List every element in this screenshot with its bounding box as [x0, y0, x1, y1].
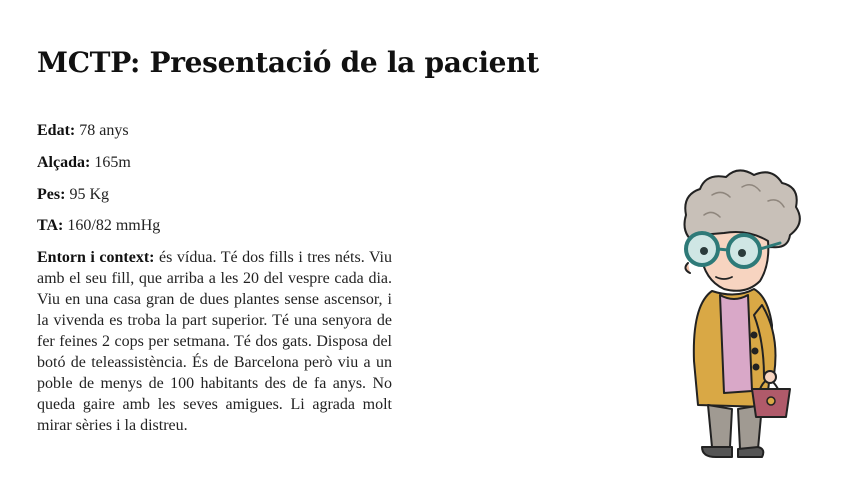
field-weight — [37, 185, 109, 205]
field-height-label: Alçada: — [37, 154, 91, 171]
field-weight-label: Pes: — [37, 186, 66, 203]
context-label: Entorn i context: — [37, 249, 155, 266]
elderly-woman-cartoon-icon — [668, 165, 803, 460]
field-height — [37, 153, 131, 173]
field-blood-pressure-value: 160/82 mmHg — [63, 217, 161, 234]
context-text: és vídua. Té dos fills i tres néts. Viu amb el seu fill, que arriba a les 20 del vespre cada dia. Viu en una casa gran de dues plantes sense ascensor, i la vivenda es troba la part superior. Té una senyora de fer feines 2 cops per setmana. Té dos gats. Disposa del botó de teleassistència. És de Barcelona però viu a un poble de menys de 100 habitants des de fa anys. No queda gaire amb les seves amigues. Li agrada molt mirar sèries i la distreu. — [37, 249, 392, 434]
field-blood-pressure-label: TA: — [37, 217, 64, 234]
field-weight-value: 95 Kg — [65, 186, 109, 203]
field-blood-pressure — [37, 216, 160, 236]
field-age-label: Edat: — [37, 122, 76, 139]
field-age — [37, 121, 129, 141]
field-age-value: 78 anys — [75, 122, 129, 139]
field-height-value: 165m — [90, 154, 131, 171]
context-paragraph — [37, 247, 392, 436]
slide-title: MCTP: Presentació de la pacient — [37, 46, 539, 79]
